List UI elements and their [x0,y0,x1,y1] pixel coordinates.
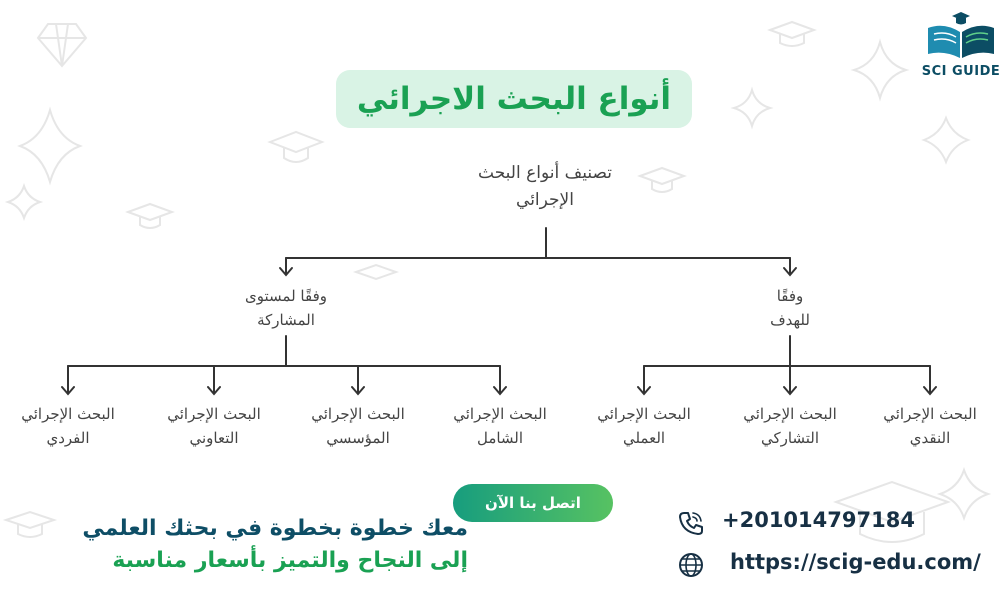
leaf-comprehensive-line1: البحث الإجرائي [453,405,547,423]
arrow-to-individual [62,366,74,394]
tagline-line1: معك خطوة بخطوة في بحثك العلمي [82,516,468,541]
arrow-to-goal [784,258,796,275]
branch-goal-line1: وفقًا [776,287,804,305]
root-line1: تصنيف أنواع البحث [478,163,612,183]
leaf-practical-line2: العملي [622,429,666,447]
arrow-to-practical [638,366,650,394]
leaf-participatory-line1: البحث الإجرائي [743,405,837,423]
arrow-to-institutional [352,366,364,394]
page-title: أنواع البحث الاجرائي [356,81,672,117]
arrow-to-participatory [784,366,796,394]
phone-icon [676,508,706,538]
contact-us-button[interactable] [453,484,613,522]
arrow-to-participation [280,258,292,275]
branch-participation-line2: المشاركة [257,311,315,329]
contact-us-label: اتصل بنا الآن [485,494,581,512]
leaf-practical [579,402,709,450]
leaf-participatory [725,402,855,450]
leaf-comprehensive-line2: الشامل [476,429,524,447]
leaf-critical-line1: البحث الإجرائي [883,405,977,423]
website-link[interactable]: https://scig-edu.com/ [730,550,981,574]
branch-participation [206,284,366,332]
tagline-line2: إلى النجاح والتميز بأسعار مناسبة [112,548,468,573]
leaf-individual [3,402,133,450]
leaf-collaborative-line2: التعاوني [189,429,239,447]
branch-participation-line1: وفقًا لمستوى [245,287,327,305]
leaf-institutional [293,402,423,450]
leaf-institutional-line2: المؤسسي [326,429,390,447]
arrow-to-critical [924,366,936,394]
leaf-practical-line1: البحث الإجرائي [597,405,691,423]
leaf-comprehensive [435,402,565,450]
leaf-participatory-line2: التشاركي [760,429,820,447]
leaf-critical [865,402,995,450]
leaf-collaborative-line1: البحث الإجرائي [167,405,261,423]
leaf-institutional-line1: البحث الإجرائي [311,405,405,423]
branch-goal [720,284,860,332]
phone-number[interactable]: +201014797184 [722,508,915,532]
root-node [440,160,650,214]
leaf-critical-line2: النقدي [909,429,951,447]
branch-goal-line2: للهدف [770,311,810,329]
root-line2: الإجرائي [516,190,574,210]
arrow-to-collaborative [208,366,220,394]
arrow-to-comprehensive [494,366,506,394]
leaf-collaborative [149,402,279,450]
leaf-individual-line2: الفردي [46,429,90,447]
leaf-individual-line1: البحث الإجرائي [21,405,115,423]
globe-icon [676,550,706,580]
brand-name: SCI GUIDE [921,64,1001,79]
